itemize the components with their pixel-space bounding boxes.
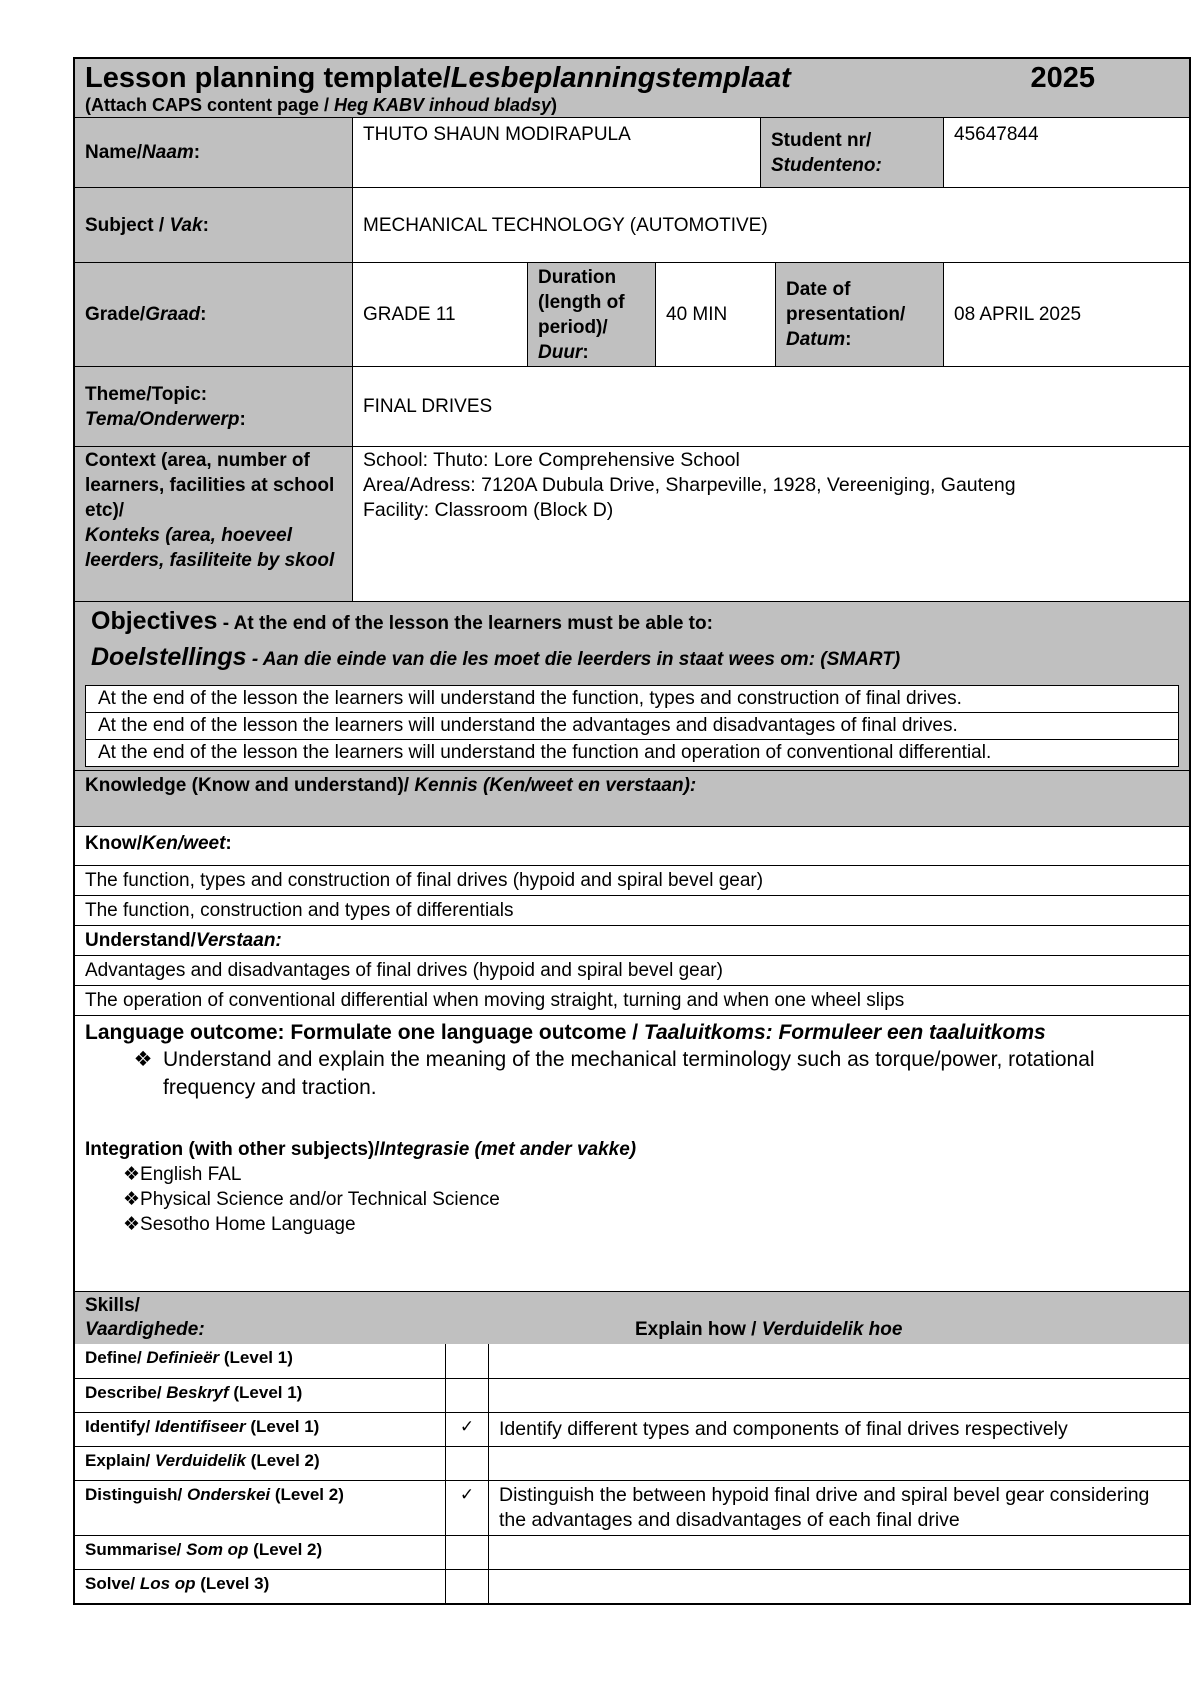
context-value: School: Thuto: Lore Comprehensive School Area/Adress: 7120A Dubula Drive, Sharpeville, 1928, Vereeniging, Gauteng Facility: Classroom (Block D) [352, 447, 1189, 601]
skill-check [445, 1344, 488, 1378]
context-row [75, 446, 1189, 601]
skill-label: Solve/ Los op (Level 3) [85, 1574, 270, 1593]
subject-row [75, 187, 1189, 262]
theme-row [75, 366, 1189, 446]
skill-row [75, 1412, 1189, 1446]
skill-check [445, 1536, 488, 1569]
check-mark-icon: ✓ [445, 1481, 488, 1535]
skill-check [445, 1447, 488, 1480]
header-cell [75, 59, 1189, 117]
objective-item: At the end of the lesson the learners will understand the function, types and construction of final drives. [98, 688, 962, 709]
skills-table [75, 1344, 1189, 1603]
skill-explain [488, 1570, 1189, 1603]
skill-row [75, 1378, 1189, 1412]
diamond-bullet-icon: ❖ [123, 1214, 141, 1235]
understand-item: The operation of conventional differential when moving straight, turning and when one wheel slips [75, 985, 1189, 1015]
year: 2025 [1030, 62, 1095, 94]
explain-heading: Explain how / Verduidelik hoe [635, 1319, 903, 1340]
student-number: 45647844 [943, 118, 1189, 187]
date-label: Date of presentation/ Datum: [775, 263, 943, 366]
grade-row [75, 262, 1189, 366]
skill-explain [488, 1536, 1189, 1569]
skill-label: Identify/ Identifiseer (Level 1) [85, 1417, 320, 1436]
context-label: Context (area, number of learners, facilities at school etc)/ Konteks (area, hoeveel leerders, fasiliteite by skool [75, 447, 352, 601]
know-label: Know/Ken/weet: [75, 826, 1189, 865]
language-outcome: ❖ Understand and explain the meaning of the mechanical terminology such as torque/power, rotational frequency and traction. [123, 1046, 1179, 1102]
language-heading: Language outcome: Formulate one language outcome / Taaluitkoms: Formuleer een taaluitkoms [85, 1021, 1046, 1044]
skill-row [75, 1535, 1189, 1569]
theme-label: Theme/Topic: Tema/Onderwerp: [75, 367, 352, 446]
skill-label: Summarise/ Som op (Level 2) [85, 1540, 323, 1559]
diamond-bullet-icon: ❖ [133, 1048, 153, 1071]
skill-label: Describe/ Beskryf (Level 1) [85, 1383, 303, 1402]
student-label: Student nr/ Studenteno: [760, 118, 943, 187]
page-title: Lesson planning template/Lesbeplanningstemplaat [85, 62, 791, 94]
grade-label: Grade/Graad: [75, 263, 352, 366]
skills-heading-row [75, 1291, 1189, 1344]
duration-label: Duration (length of period)/ Duur: [527, 263, 655, 366]
objective-item: At the end of the lesson the learners will understand the function and operation of conventional differential. [86, 739, 1178, 766]
check-mark-icon: ✓ [445, 1413, 488, 1446]
grade-value: GRADE 11 [352, 263, 527, 366]
know-item: The function, types and construction of final drives (hypoid and spiral bevel gear) [75, 865, 1189, 895]
know-item: The function, construction and types of differentials [75, 895, 1189, 925]
objectives-heading: Objectives - At the end of the lesson the learners must be able to: [91, 607, 713, 635]
skill-label: Distinguish/ Onderskei (Level 2) [85, 1485, 344, 1504]
integration-item: ❖Sesotho Home Language [123, 1214, 356, 1235]
subject-label: Subject / Vak: [75, 188, 352, 262]
understand-label: Understand/Verstaan: [75, 925, 1189, 955]
name-value: THUTO SHAUN MODIRAPULA [352, 118, 760, 187]
skill-explain [488, 1344, 1189, 1378]
integration-heading: Integration (with other subjects)/Integrasie (met ander vakke) [85, 1139, 637, 1160]
diamond-bullet-icon: ❖ [123, 1164, 141, 1185]
duration-value: 40 MIN [655, 263, 775, 366]
header-row [75, 59, 1189, 117]
objectives-block [75, 601, 1189, 770]
skill-explain: Distinguish the between hypoid final drive and spiral bevel gear considering the advantages and disadvantages of each final drive [488, 1481, 1189, 1535]
skill-explain [488, 1447, 1189, 1480]
subject-value: MECHANICAL TECHNOLOGY (AUTOMOTIVE) [352, 188, 1189, 262]
objective-item: At the end of the lesson the learners will understand the advantages and disadvantages of final drives. [86, 712, 1178, 739]
skill-explain [488, 1379, 1189, 1412]
skill-row [75, 1344, 1189, 1378]
skill-row [75, 1446, 1189, 1480]
objectives-list [85, 685, 1179, 767]
skills-heading: Skills/ Vaardighede: [85, 1295, 205, 1340]
theme-value: FINAL DRIVES [352, 367, 1189, 446]
skill-label: Define/ Definieër (Level 1) [85, 1348, 293, 1367]
skill-explain: Identify different types and components of final drives respectively [488, 1413, 1189, 1446]
name-label: Name/Naam: [75, 118, 352, 187]
integration-item: ❖Physical Science and/or Technical Science [123, 1189, 500, 1210]
knowledge-heading: Knowledge (Know and understand)/ Kennis (Ken/weet en verstaan): [75, 770, 1189, 826]
skill-label: Explain/ Verduidelik (Level 2) [85, 1451, 320, 1470]
understand-item: Advantages and disadvantages of final drives (hypoid and spiral bevel gear) [75, 955, 1189, 985]
skill-check [445, 1379, 488, 1412]
integration-item: ❖English FAL [123, 1164, 242, 1185]
skill-row [75, 1480, 1189, 1535]
name-row [75, 117, 1189, 187]
language-integration-block [75, 1015, 1189, 1291]
diamond-bullet-icon: ❖ [123, 1189, 141, 1210]
attach-note: (Attach CAPS content page / Heg KABV inhoud bladsy) [85, 95, 558, 115]
skill-row [75, 1569, 1189, 1603]
skill-check [445, 1570, 488, 1603]
date-value: 08 APRIL 2025 [943, 263, 1189, 366]
lesson-plan-document [73, 57, 1191, 1605]
objectives-heading-af: Doelstellings - Aan die einde van die les moet die leerders in staat wees om: (SMART) [91, 643, 901, 671]
